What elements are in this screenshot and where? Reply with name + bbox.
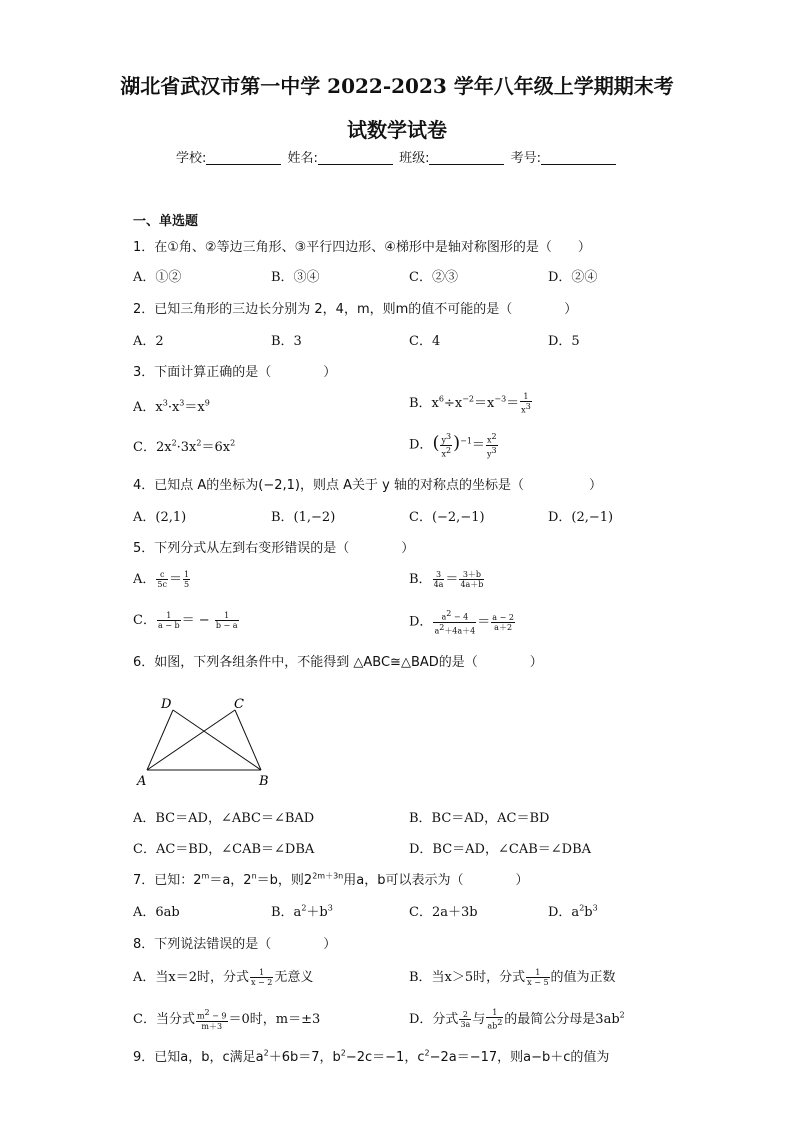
q3-stem: 3．下面计算正确的是（ ） <box>133 365 337 380</box>
name-blank[interactable] <box>318 150 393 165</box>
q8-option-d[interactable]: D．分式 $\frac{2}{3a}$ 与 $\frac{1}{ab^2}$ 的最简公分母是$3ab^2$ <box>409 1008 625 1031</box>
q6-option-d[interactable]: D．BC＝AD，∠CAB＝∠DBA <box>409 842 592 857</box>
q1-option-b[interactable]: B．③④ <box>271 270 320 285</box>
q1-option-c[interactable]: C．②③ <box>409 270 458 285</box>
q2-stem: 2．已知三角形的三边长分别为 2，4，m，则m的值不可能的是（ ） <box>133 302 578 317</box>
q8-option-c[interactable]: C．当分式 $\frac{m^2 - 9}{m+3}$ ＝0时，m＝±3 <box>133 1008 321 1031</box>
exam-title-line2: 试数学试卷 <box>347 118 447 142</box>
q5-stem: 5．下列分式从左到右变形错误的是（ ） <box>133 541 415 556</box>
q5-option-a[interactable]: A． $\frac{c}{5c}$ ＝ $\frac{1}{5}$ <box>133 570 190 589</box>
q2-option-d[interactable]: D．5 <box>548 334 580 349</box>
q6-option-b[interactable]: B．BC＝AD，AC＝BD <box>409 811 550 826</box>
q7-stem: 7．已知：$2^m=a$，$2^n=b$，则$2^{2m+3n}$用a，b可以表示为（ ） <box>133 871 529 888</box>
q8-option-a[interactable]: A．当x＝2时，分式 $\frac{1}{x - 2}$ 无意义 <box>133 968 314 987</box>
q7-option-a[interactable]: A．6ab <box>133 905 180 920</box>
school-blank[interactable] <box>206 150 281 165</box>
q6-option-a[interactable]: A．BC＝AD，∠ABC＝∠BAD <box>133 811 315 826</box>
q3-option-b[interactable]: B．$x^6\div x^{-2}=x^{-3}=$ $\frac{1}{x^3}$ <box>409 392 531 415</box>
q3-option-c[interactable]: C．$2x^2\cdot 3x^2=6x^2$ <box>133 438 236 455</box>
q1-option-a[interactable]: A．①② <box>133 270 182 285</box>
q2-option-a[interactable]: A．2 <box>133 334 164 349</box>
point-b-label: B <box>259 774 269 787</box>
name-label: 姓名: <box>287 151 318 166</box>
q6-stem: 6．如图，下列各组条件中，不能得到 △ABC≅△BAD的是（ ） <box>133 655 543 670</box>
q7-option-b[interactable]: B．$a^2+b^3$ <box>271 903 333 920</box>
q8-option-b[interactable]: B．当x＞5时，分式 $\frac{1}{x - 5}$ 的值为正数 <box>409 968 616 987</box>
q4-option-c[interactable]: C．(−2,−1) <box>409 510 485 525</box>
q1-stem: 1．在①角、②等边三角形、③平行四边形、④梯形中是轴对称图形的是（ ） <box>133 240 591 255</box>
q3-option-a[interactable]: A．$x^3\cdot x^3=x^9$ <box>133 398 210 415</box>
id-label: 考号: <box>510 151 541 166</box>
q6-option-c[interactable]: C．AC＝BD，∠CAB＝∠DBA <box>133 842 315 857</box>
class-blank[interactable] <box>429 150 504 165</box>
q8-stem: 8．下列说法错误的是（ ） <box>133 937 337 952</box>
q4-option-d[interactable]: D．(2,−1) <box>548 510 614 525</box>
exam-title-line1: 湖北省武汉市第一中学 2022-2023 学年八年级上学期期末考 <box>120 74 674 98</box>
q5-option-c[interactable]: C． $\frac{1}{a - b}$ ＝ − $\frac{1}{b - a}$ <box>133 611 238 630</box>
q4-stem: 4．已知点 A的坐标为(−2,1)，则点 A关于 y 轴的对称点的坐标是（ ） <box>133 478 602 493</box>
student-info-line <box>0 147 794 166</box>
q5-option-d[interactable]: D． $\frac{a^2 - 4}{a^2+4a+4}$ ＝ $\frac{a - 2}{a+2}$ <box>409 609 514 636</box>
q9-stem: 9．已知a，b，c满足$a^2+6b=7$，$b^2-2c=-1$，$c^2-2a=-17$，则a−b＋c的值为 <box>133 1048 610 1065</box>
section-heading: 一、单选题 <box>133 214 199 229</box>
class-label: 班级: <box>399 151 430 166</box>
triangle-diagram <box>133 692 283 787</box>
school-label: 学校: <box>176 151 207 166</box>
q7-option-c[interactable]: C．2a＋3b <box>409 905 478 920</box>
q4-option-a[interactable]: A．(2,1) <box>133 510 187 525</box>
q5-option-b[interactable]: B． $\frac{3}{4a}$ ＝ $\frac{3+b}{4a+b}$ <box>409 570 484 589</box>
q1-option-d[interactable]: D．②④ <box>548 270 598 285</box>
point-c-label: C <box>234 697 244 712</box>
id-blank[interactable] <box>541 150 616 165</box>
q7-option-d[interactable]: D．$a^2b^3$ <box>548 903 598 920</box>
point-a-label: A <box>137 774 147 787</box>
q4-option-b[interactable]: B．(1,−2) <box>271 510 336 525</box>
q2-option-b[interactable]: B．3 <box>271 334 302 349</box>
point-d-label: D <box>161 697 172 712</box>
q3-option-d[interactable]: D．( $\frac{y^3}{x^2}$ )$^{-1}$＝ $\frac{x^2}{y^3}$ <box>409 432 497 459</box>
q2-option-c[interactable]: C．4 <box>409 334 441 349</box>
